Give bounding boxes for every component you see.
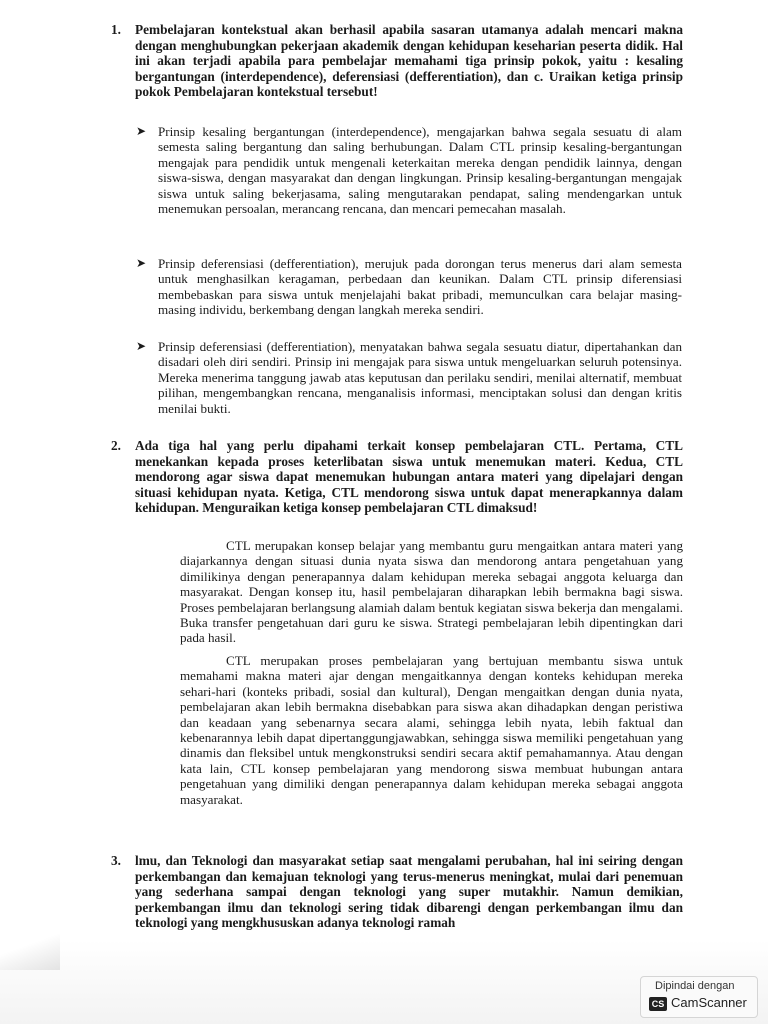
bullet-item (136, 256, 682, 318)
camscanner-logo-icon: CS (649, 997, 667, 1011)
arrow-bullet-icon: ➤ (136, 256, 147, 270)
question-2-number: 2. (111, 438, 121, 453)
bullet-item (136, 339, 682, 416)
question-2-text: Ada tiga hal yang perlu dipahami terkait konsep pembelajaran CTL. Pertama, CTL menekankan kepada proses keterlibatan siswa untuk menemukan materi. Kedua, CTL mendorong agar siswa dapat menemukan hubungan antara materi yang dipelajari dengan situasi kehidupan nyata. Ketiga, CTL mendorong siswa untuk dapat menerapkannya dalam kehidupan. Menguraikan ketiga konsep pembelajaran CTL dimaksud! (135, 438, 683, 516)
question-1 (111, 22, 683, 100)
bullet-text: Prinsip kesaling bergantungan (interdependence), mengajarkan bahwa segala sesuatu di alam semesta saling bergantung dan saling berhubungan. Dalam CTL prinsip kesaling-bergantungan mengajak para pendidik untuk mengenali keterkaitan mereka dengan pendidik lainnya, dengan siswa-siswa, dengan masyarakat dan dengan lingkungan. Prinsip kesaling-bergantungan mengajak siswa untuk saling bekerjasama, saling mengutarakan pendapat, saling mendengarkan untuk menemukan persoalan, merancang rencana, dan mencari pemecahan masalah. (158, 124, 682, 217)
page-corner-shadow (0, 930, 60, 970)
bullet-item (136, 124, 682, 217)
bullet-text: Prinsip deferensiasi (defferentiation), merujuk pada dorongan terus menerus dari alam semesta untuk menghasilkan keragaman, perbedaan dan keunikan. Dalam CTL prinsip diferensiasi membebaskan para siswa untuk menjelajahi bakat pribadi, memunculkan cara belajar masing-masing individu, berkembang dengan langkah mereka sendiri. (158, 256, 682, 318)
answer-paragraph: CTL merupakan proses pembelajaran yang bertujuan membantu siswa untuk memahami makna materi ajar dengan mengaitkannya dengan konteks kehidupan mereka sehari-hari (konteks pribadi, sosial dan kultural), Dengan mengaitkan dengan dunia nyata, pembelajaran akan lebih bermakna disebabkan para siswa akan dihadapkan dengan peristiwa dan keadaan yang sebenarnya secara alami, sehingga lebih nyata, lebih faktual dan kebenarannya lebih dapat dipertanggungjawabkan, sehingga siswa memiliki pengetahuan yang dinamis dan fleksibel untuk mengkonstruksi sendiri secara aktif pemahamannya. Atau dengan kata lain, CTL konsep pembelajaran yang mendorong siswa membuat hubungan antara pengetahuan yang dimiliki dengan penerapannya dalam kehidupan mereka sebagai anggota masyarakat. (180, 653, 683, 807)
bullet-text: Prinsip deferensiasi (defferentiation), menyatakan bahwa segala sesuatu diatur, dipertahankan dan disadari oleh diri sendiri. Prinsip ini mengajak para siswa untuk mengeluarkan seluruh potensinya. Mereka menerima tanggung jawab atas keputusan dan perilaku sendiri, menilai alternatif, membuat pilihan, mengembangkan rencana, menganalisis informasi, menciptakan solusi dan dengan kritis menilai bukti. (158, 339, 682, 416)
question-3 (111, 853, 683, 931)
question-2 (111, 438, 683, 516)
question-1-text: Pembelajaran kontekstual akan berhasil apabila sasaran utamanya adalah mencari makna dengan menghubungkan pekerjaan akademik dengan kehidupan keseharian peserta didik. Hal ini akan terjadi apabila para pembelajar memahami tiga prinsip pokok, yaitu : kesaling bergantungan (interdependence), deferensiasi (defferentiation), dan c. Uraikan ketiga prinsip pokok Pembelajaran kontekstual tersebut! (135, 22, 683, 100)
arrow-bullet-icon: ➤ (136, 124, 147, 138)
watermark-top-text: Dipindai dengan (655, 980, 735, 992)
question-1-number: 1. (111, 22, 121, 37)
camscanner-watermark (640, 976, 758, 1018)
question-3-text: lmu, dan Teknologi dan masyarakat setiap saat mengalami perubahan, hal ini seiring dengan perkembangan dan kemajuan teknologi yang terus-menerus meningkat, mulai dari penemuan yang sederhana sampai dengan teknologi yang super mutakhir. Namun demikian, perkembangan ilmu dan teknologi sering tidak dibarengi dengan perkembangan ilmu dan teknologi yang mengkhususkan adanya teknologi ramah (135, 853, 683, 931)
watermark-brand: CamScanner (671, 995, 747, 1010)
answer-paragraph: CTL merupakan konsep belajar yang membantu guru mengaitkan antara materi yang diajarkannya dengan situasi dunia nyata siswa dan mendorong antara pengetahuan yang dimilikinya dengan penerapannya dalam kehidupan mereka sebagai anggota keluarga dan masyarakat. Dengan konsep itu, hasil pembelajaran diharapkan lebih bermakna bagi siswa. Proses pembelajaran berlangsung alamiah dalam bentuk kegiatan siswa bekerja dan mengalami. Buka transfer pengetahuan dari guru ke siswa. Strategi pembelajaran lebih dipentingkan dari pada hasil. (180, 538, 683, 646)
arrow-bullet-icon: ➤ (136, 339, 147, 353)
question-3-number: 3. (111, 853, 121, 868)
